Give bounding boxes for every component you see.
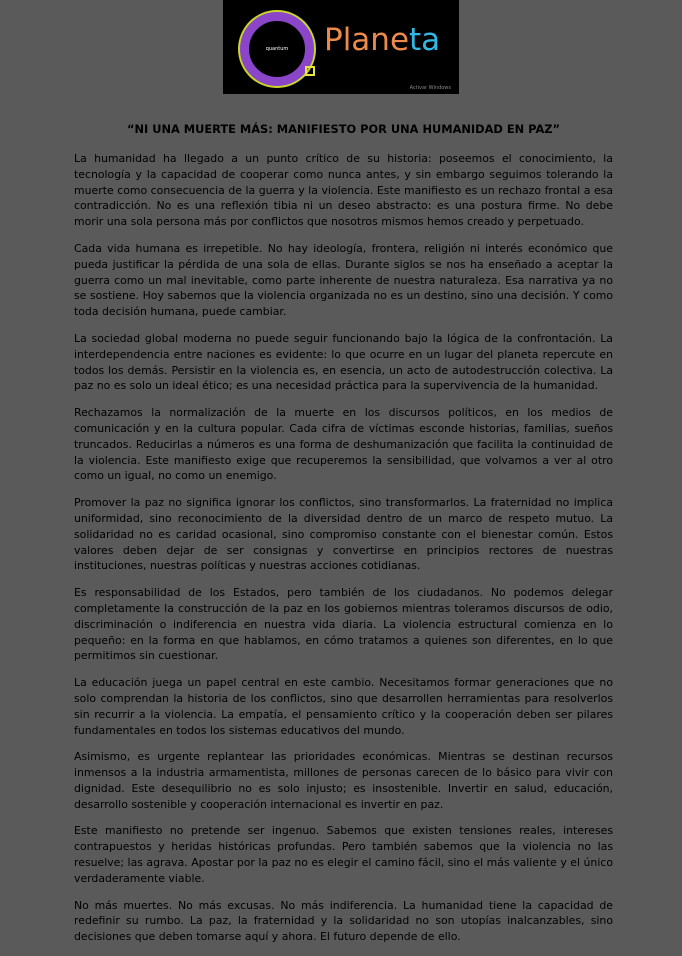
document-paragraph: Es responsabilidad de los Estados, pero también de los ciudadanos. No podemos delegar completamente la construcción de la paz en los gobiernos mientras toleramos discursos de odio, discriminación o indiferencia en nuestra vida diaria. La violencia estructural comienza en lo pequeño: en la forma en que hablamos, en cómo tratamos a quienes son diferentes, en lo que permitimos sin cuestionar.: [74, 586, 613, 663]
document-paragraph: Asimismo, es urgente replantear las prioridades económicas. Mientras se destinan recursos inmensos a la industria armamentista, millones de personas carecen de lo básico para vivir con dignidad. Este desequilibrio no es solo injusto; es insostenible. Invertir en salud, educación, desarrollo sostenible y cooperación internacional es invertir en paz.: [74, 750, 613, 811]
document-paragraph: La educación juega un papel central en este cambio. Necesitamos formar generaciones que no solo comprendan la historia de los conflictos, sino que desarrollen herramientas para resolverlos sin recurrir a la violencia. La empatía, el pensamiento crítico y la cooperación deben ser pilares fundamentales en todos los sistemas educativos del mundo.: [74, 676, 613, 737]
square-icon: [305, 66, 315, 76]
logo-banner: [223, 0, 459, 94]
logo-word-accent: ta: [409, 22, 441, 58]
logo-ring-text: quantum: [265, 46, 289, 52]
document-paragraph: Este manifiesto no pretende ser ingenuo. Sabemos que existen tensiones reales, intereses contrapuestos y heridas históricas profundas. Pero también sabemos que la violencia no las resuelve; las agrava. Apostar por la paz no es elegir el camino fácil, sino el más valiente y el único verdaderamente viable.: [74, 824, 613, 885]
logo-word-main: Plane: [324, 22, 410, 58]
document-paragraph: Rechazamos la normalización de la muerte en los discursos políticos, en los medios de comunicación y en la cultura popular. Cada cifra de víctimas esconde historias, familias, sueños truncados. Reducirlas a números es una forma de deshumanización que facilita la continuidad de la violencia. Este manifiesto exige que recuperemos la sensibilidad, que volvamos a ver al otro como un igual, no como un enemigo.: [74, 406, 613, 483]
logo-wordmark: [324, 22, 440, 58]
document-paragraph: Cada vida humana es irrepetible. No hay ideología, frontera, religión ni interés económico que pueda justificar la pérdida de una sola de ellas. Durante siglos se nos ha enseñado a aceptar la guerra como un mal inevitable, como parte inherente de nuestra naturaleza. Esa narrativa ya no se sostiene. Hoy sabemos que la violencia organizada no es un destino, sino una decisión. Y como toda decisión humana, puede cambiar.: [74, 241, 613, 319]
document-title: “NI UNA MUERTE MÁS: MANIFIESTO POR UNA HUMANIDAD EN PAZ”: [126, 122, 560, 136]
document-paragraph: No más muertes. No más excusas. No más indiferencia. La humanidad tiene la capacidad de redefinir su rumbo. La paz, la fraternidad y la solidaridad no son utopías inalcanzables, sino decisiones que deben tomarse aquí y ahora. El futuro depende de ello.: [74, 898, 613, 944]
document-paragraph: Promover la paz no significa ignorar los conflictos, sino transformarlos. La fraternidad no implica uniformidad, sino reconocimiento de la diversidad dentro de un marco de respeto mutuo. La solidaridad no es caridad ocasional, sino compromiso constante con el bienestar común. Estos valores deben dejar de ser consignas y convertirse en principios rectores de nuestras instituciones, nuestras políticas y nuestras acciones cotidianas.: [74, 496, 613, 573]
document-paragraph: La sociedad global moderna no puede seguir funcionando bajo la lógica de la confrontación. La interdependencia entre naciones es evidente: lo que ocurre en un lugar del planeta repercute en todos los demás. Persistir en la violencia es, en esencia, un acto de autodestrucción colectiva. La paz no es solo un ideal ético; es una necesidad práctica para la supervivencia de la humanidad.: [74, 331, 613, 393]
document-paragraph: La humanidad ha llegado a un punto crítico de su historia: poseemos el conocimiento, la tecnología y la capacidad de cooperar como nunca antes, y sin embargo seguimos tolerando la muerte como consecuencia de la guerra y la violencia. Este manifiesto es un rechazo frontal a esa contradicción. No es una reflexión tibia ni un deseo abstracto: es una postura firme. No debe morir una sola persona más por conflictos que nosotros mismos hemos creado y perpetuado.: [74, 152, 613, 229]
logo-caption: Activar Windows: [409, 85, 451, 91]
manifesto-document: [74, 122, 613, 956]
ring-icon: [240, 12, 314, 86]
